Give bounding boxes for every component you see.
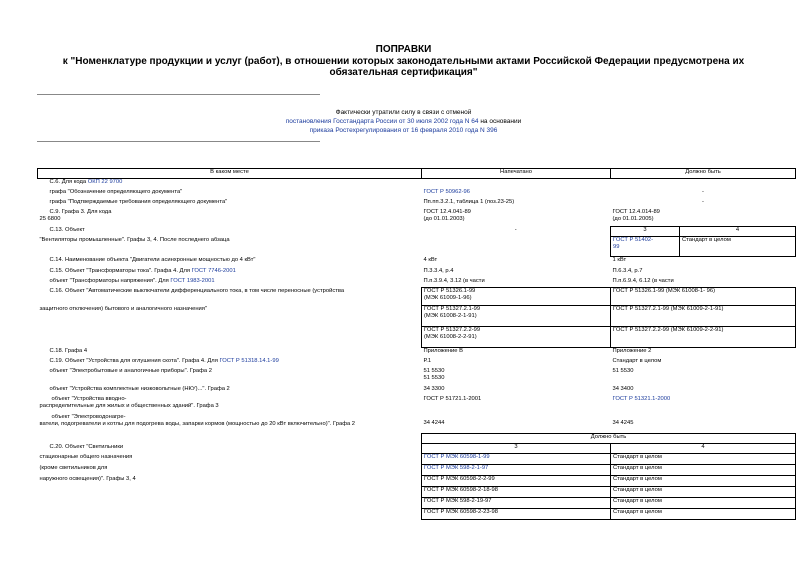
decree-link[interactable]: постановления Госстандарта России от 30 июля 2002 года N 64 [285, 118, 479, 125]
gost-link[interactable]: ГОСТ Р 51321.1-2000 [612, 395, 671, 402]
gost-link[interactable]: ГОСТ Р МЭК 598-2-1-97 [424, 465, 489, 471]
table-row: С.13. Объект - 3 4 [38, 227, 796, 237]
table-row: ГОСТ Р МЭК 60598-2-23-98 Стандарт в целом [38, 509, 796, 520]
table-row: ГОСТ Р 51327.2.2-99 (МЭК 61008-2-2-91) ГОСТ Р 51327.2.2-99 (МЭК 61009-2-2-91) [38, 327, 796, 348]
table-row: объект "Устройства вводно- распределительные для жилых и общественных зданий". Графа 3 ГОСТ Р 51721.1-2001 ГОСТ Р 51321.1-2000 [39, 395, 671, 409]
order-link[interactable]: приказа Ростехрегулирования от 16 февраля 2010 года N 396 [309, 127, 498, 134]
table-row: объект "Устройства комплектные низковольтные (НКУ)...". Графа 2 34 3300 34 3400 [49, 385, 634, 392]
notice-line-2-tail: на основании [478, 118, 522, 125]
table-row: "Вентиляторы промышленные". Графы 3, 4. После последнего абзаца ГОСТ Р 51402- 99 Стандарт в целом [38, 237, 796, 257]
header-where: В каком месте [38, 169, 422, 179]
gost-link[interactable]: ГОСТ Р 51318.14.1-99 [219, 357, 279, 364]
table-row: защитного отключения) бытового и аналогичного назначения" ГОСТ Р 51327.2.1-99 (МЭК 61008-2-1-91) ГОСТ Р 51327.2.1-99 (МЭК 61009-2-1-91) [38, 306, 796, 327]
table-row: стационарные общего назначения ГОСТ Р МЭК 60598-1-99 Стандарт в целом [38, 454, 796, 465]
table-row: С.16. Объект "Автоматические выключатели дифференциального тока, в том числе переносные (устройства ГОСТ Р 51326.1-99 (МЭК 61009-1-96) ГОСТ Р 51326.1-99 (МЭК 61008-1- 96) [38, 288, 796, 306]
table-row: С.19. Объект "Устройства для оглушения скота". Графа 4. Для ГОСТ Р 51318.14.1-99 Р.1 Стандарт в целом [49, 357, 662, 364]
notice-line-1: Фактически утратили силу в связи с отменой [335, 109, 472, 116]
divider-top [37, 94, 320, 95]
table-row: Должно быть [38, 434, 796, 444]
corrections-table [37, 168, 796, 520]
notice-line-2 [0, 117, 807, 126]
table-row: объект "Трансформаторы напряжения". Для ГОСТ 1983-2001 П.п.3.9.4, 3.12 (в части П.п.6.9.4, 6.12 (в части [49, 277, 674, 284]
table-row: С.14. Наименование объекта "Двигатели асинхронные мощностью до 4 кВт" 4 кВт 1 кВт [49, 256, 627, 263]
gost-link[interactable]: ГОСТ Р МЭК 60598-1-99 [424, 454, 490, 460]
table-row: ГОСТ Р МЭК 598-2-19-97 Стандарт в целом [38, 498, 796, 509]
table-row: наружного освещения)". Графы 3, 4 ГОСТ Р МЭК 60598-2-2-99 Стандарт в целом [38, 476, 796, 487]
table-row: графа "Подтверждаемые требования определяющего документа" Пп.пп.3.2.1, таблица 1 (поз.23-25) - [49, 198, 704, 205]
table-row: графа "Обозначение определяющего документа" ГОСТ Р 50962-96 - [49, 188, 704, 195]
table-row: объект "Электробытовые и аналогичные приборы". Графа 2 51 5530 51 5530 51 5530 [49, 367, 634, 381]
gost-link[interactable]: ГОСТ 7746-2001 [191, 267, 236, 274]
table-row: ГОСТ Р МЭК 60598-2-18-98 Стандарт в целом [38, 487, 796, 498]
table-header-row [38, 169, 796, 179]
page-subtitle: к "Номенклатуре продукции и услуг (работ), в отношении которых законодательными актами Российской Федерации предусмотрена их обязательная сертификация" [62, 56, 745, 78]
header-should-be: Должно быть [611, 169, 796, 179]
divider-bottom [37, 141, 320, 142]
table-row: С.18. Графа 4 Приложение В Приложение 2 [49, 347, 652, 354]
header-printed: Напечатано [422, 169, 611, 179]
okp-link[interactable]: ОКП 22 9700 [87, 179, 123, 185]
table-row: объект "Электроводонагре- ватели, подогреватели и котлы для подогрева воды, запарки кормов (мощностью до 20 кВт включительно)". Графа 2 34 4244 34 4245 [39, 413, 634, 427]
table-row: С.20. Объект "Светильники 3 4 [38, 444, 796, 454]
table-row: С.9. Графа 3. Для кода 25 6800 ГОСТ 12.4.041-89 (до 01.01.2003) ГОСТ 12.4.014-89 (до 01.01.2005) [39, 208, 660, 222]
table-row: (кроме светильников для ГОСТ Р МЭК 598-2-1-97 Стандарт в целом [38, 465, 796, 476]
gost-link[interactable]: ГОСТ Р 50962-96 [423, 188, 470, 195]
gost-link[interactable]: ГОСТ Р 51402- [613, 237, 653, 243]
notice-line-3 [0, 126, 807, 135]
gost-link[interactable]: ГОСТ 1983-2001 [170, 277, 215, 284]
page-title: ПОПРАВКИ [375, 44, 432, 55]
table-row: С.15. Объект "Трансформаторы тока". Графа 4. Для ГОСТ 7746-2001 П.3.3.4, р.4 П.6.3.4, р.7 [49, 267, 643, 274]
table-row: С.6. Для кода ОКП 22 9700 [49, 179, 123, 185]
